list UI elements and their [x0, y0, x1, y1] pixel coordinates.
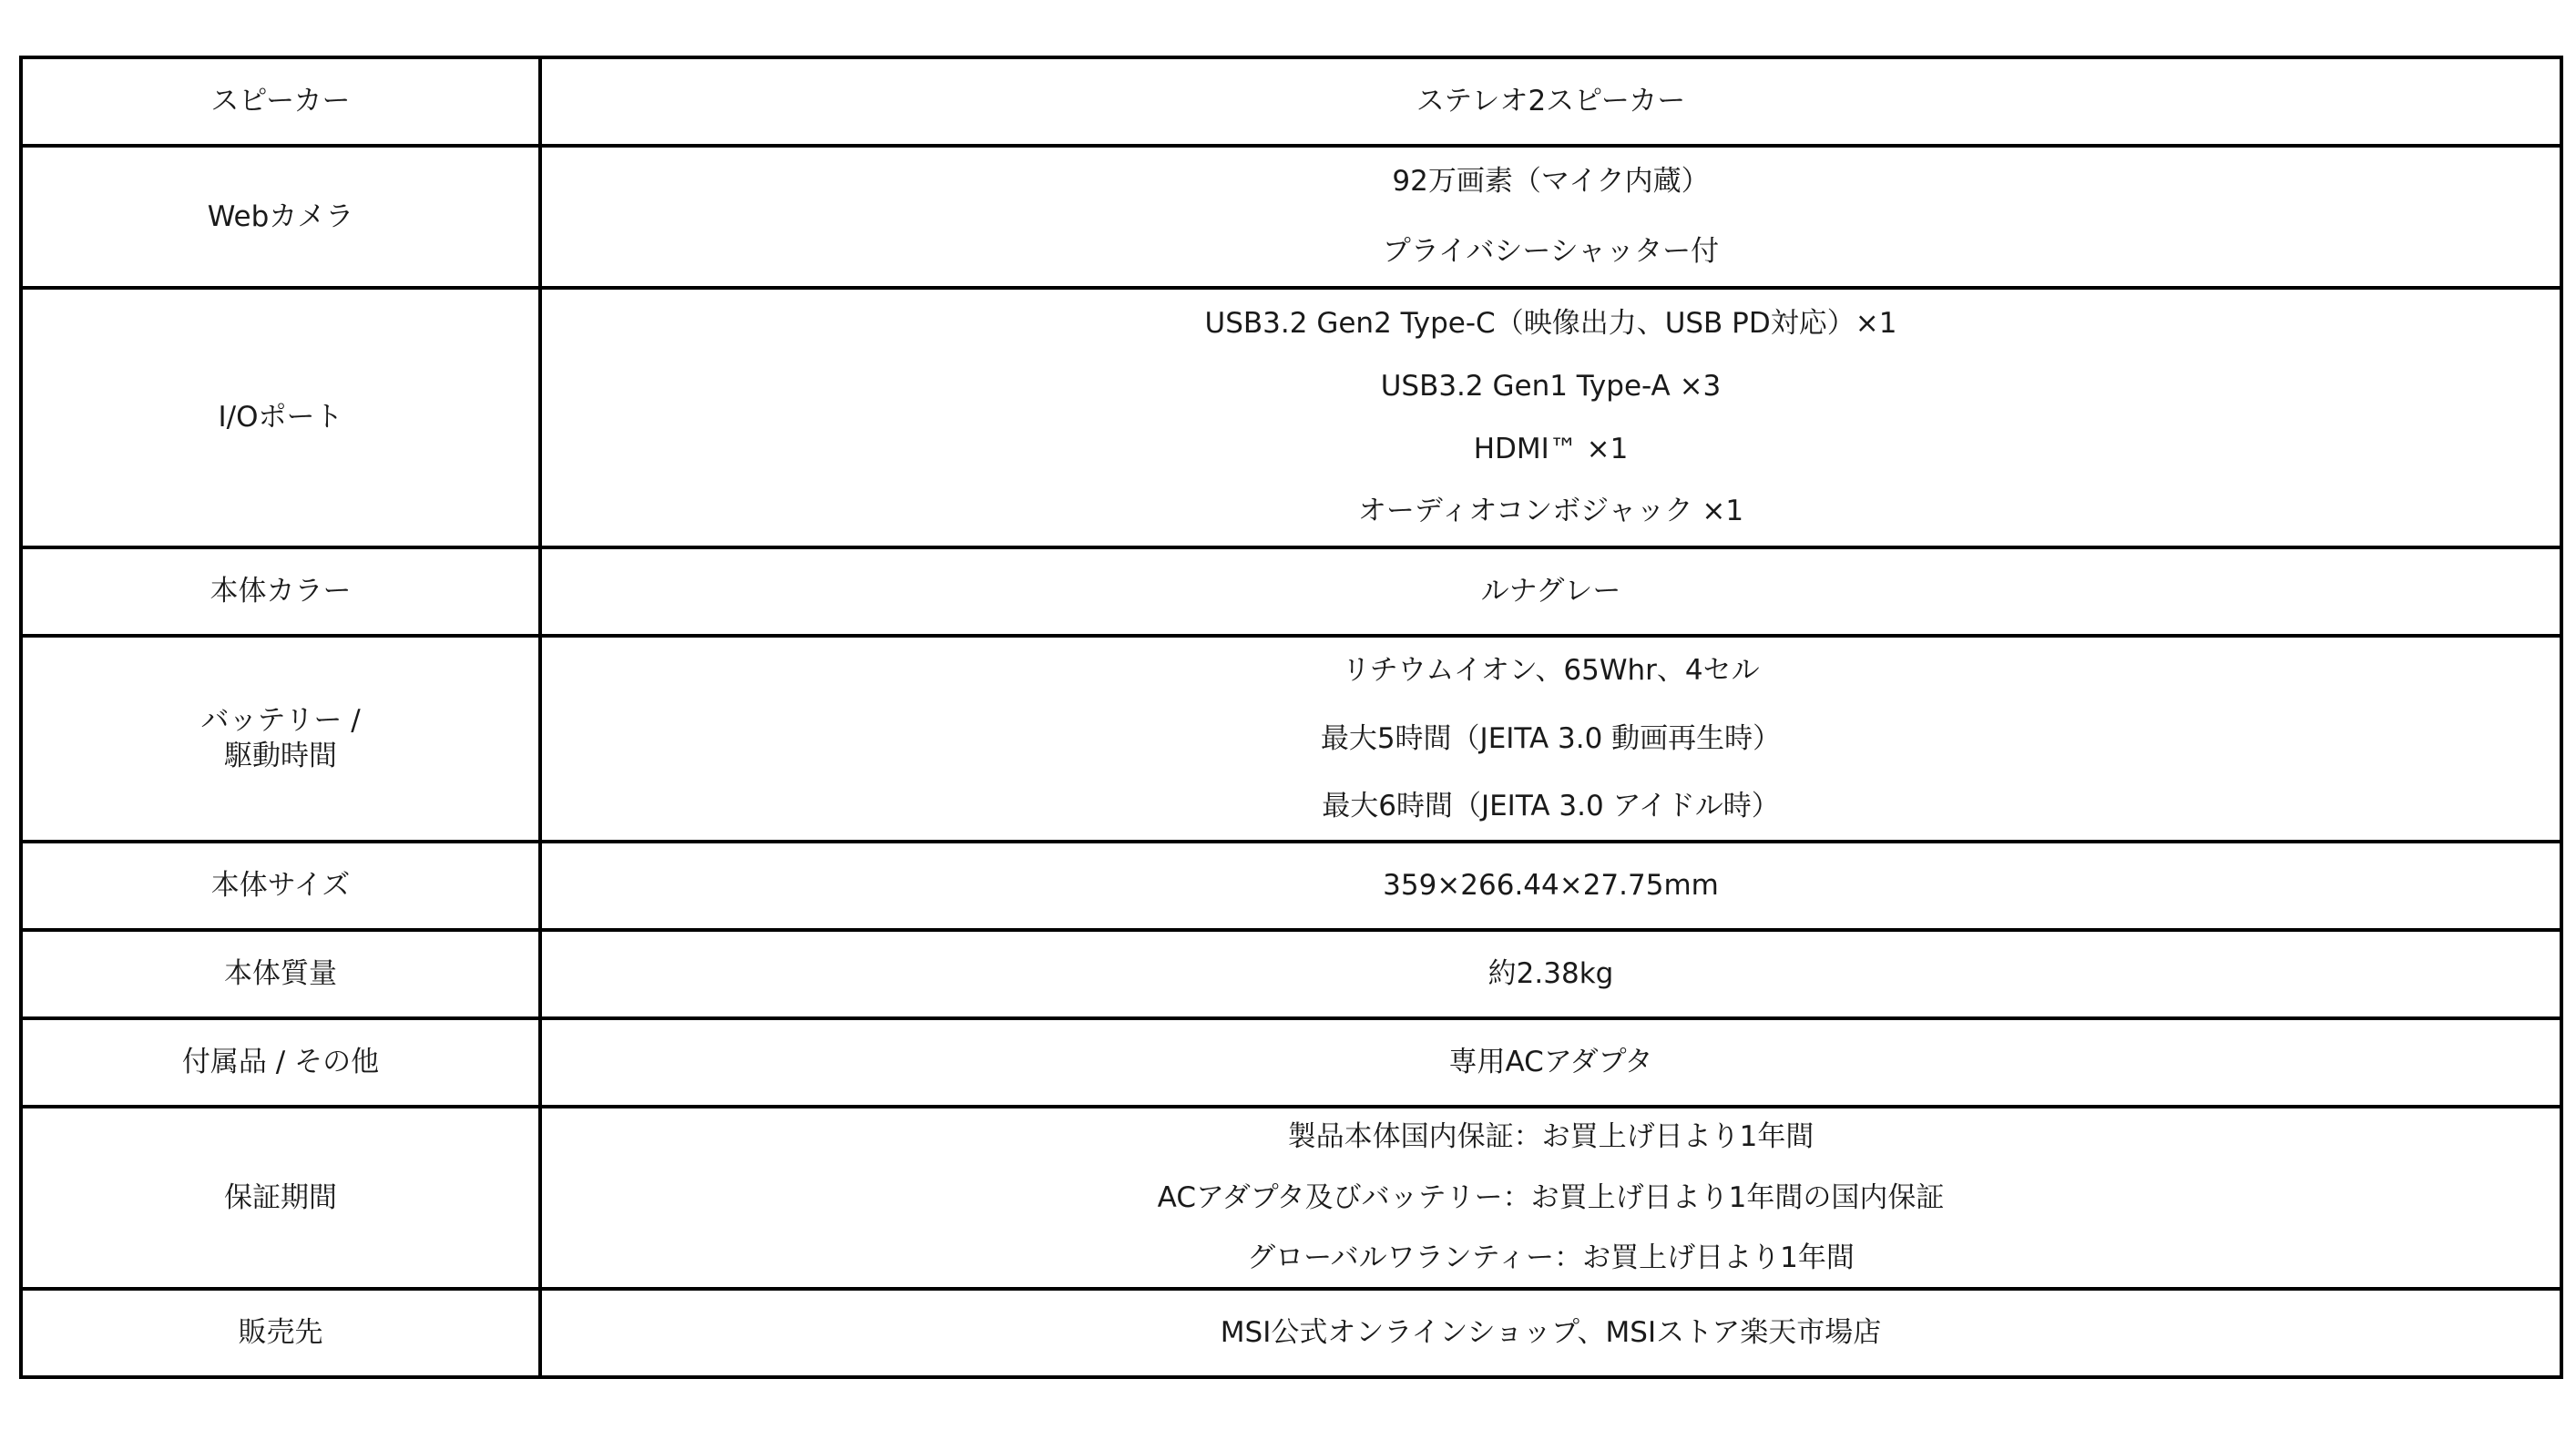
spec-row-weight	[21, 930, 2561, 1018]
spec-label	[21, 842, 540, 930]
spec-value-text: 92万画素（マイク内蔵）	[1392, 165, 1710, 199]
spec-row-warranty	[21, 1107, 2561, 1289]
spec-value-text: HDMI™ ×1	[1473, 432, 1629, 465]
spec-value	[540, 547, 2561, 636]
spec-label	[21, 1018, 540, 1107]
spec-value	[540, 1289, 2561, 1377]
spec-row-accessories	[21, 1018, 2561, 1107]
spec-value-text: USB3.2 Gen1 Type-A ×3	[1380, 369, 1722, 403]
spec-row-io-ports	[21, 288, 2561, 547]
spec-label	[21, 636, 540, 842]
spec-value-text: 最大5時間（JEITA 3.0 動画再生時）	[1320, 721, 1782, 755]
spec-value	[540, 842, 2561, 930]
spec-row-battery	[21, 636, 2561, 842]
spec-value-text: プライバシーシャッター付	[1382, 235, 1720, 268]
spec-value-text: 359×266.44×27.75mm	[1383, 869, 1719, 903]
spec-label	[21, 547, 540, 636]
spec-value-text: 最大6時間（JEITA 3.0 アイドル時）	[1322, 790, 1780, 823]
spec-label-text: スピーカー	[210, 85, 351, 118]
spec-label-text: I/Oポート	[218, 401, 343, 434]
spec-label	[21, 146, 540, 288]
spec-value	[540, 1018, 2561, 1107]
spec-label-text: 本体質量	[224, 957, 337, 991]
spec-value-text: グローバルワランティー：お買上げ日より1年間	[1247, 1241, 1855, 1275]
spec-label	[21, 1289, 540, 1377]
spec-value-text: オーディオコンボジャック ×1	[1357, 495, 1744, 528]
spec-value	[540, 1107, 2561, 1289]
spec-label	[21, 288, 540, 547]
spec-value-text: リチウムイオン、65Whr、4セル	[1342, 653, 1760, 687]
spec-label	[21, 57, 540, 146]
spec-value-text: ルナグレー	[1480, 575, 1621, 608]
spec-value-text: MSI公式オンラインショップ、MSIストア楽天市場店	[1220, 1316, 1882, 1350]
spec-value-text: 製品本体国内保証：お買上げ日より1年間	[1287, 1119, 1814, 1153]
spec-row-webcam	[21, 146, 2561, 288]
spec-label-text: 駆動時間	[224, 740, 337, 772]
spec-row-speaker	[21, 57, 2561, 146]
spec-value-text: ACアダプタ及びバッテリー：お買上げ日より1年間の国内保証	[1157, 1180, 1945, 1214]
spec-value	[540, 288, 2561, 547]
spec-label-text: 保証期間	[224, 1180, 337, 1214]
spec-label-text: 本体サイズ	[210, 869, 351, 903]
spec-value	[540, 57, 2561, 146]
spec-row-color	[21, 547, 2561, 636]
spec-value-text: 専用ACアダプタ	[1448, 1046, 1653, 1079]
spec-label	[21, 1107, 540, 1289]
spec-label	[21, 930, 540, 1018]
spec-value	[540, 636, 2561, 842]
spec-label-text: 本体カラー	[210, 575, 352, 608]
spec-label-text: 販売先	[238, 1316, 323, 1350]
spec-label-text: バッテリー /	[200, 704, 361, 738]
spec-value-text: USB3.2 Gen2 Type-C（映像出力、USB PD対応）×1	[1204, 307, 1897, 340]
spec-label-text: 付属品 / その他	[181, 1046, 380, 1079]
spec-value	[540, 146, 2561, 288]
spec-row-retailers	[21, 1289, 2561, 1377]
spec-table	[19, 56, 2563, 1379]
spec-value-text: ステレオ2スピーカー	[1416, 85, 1686, 118]
spec-label-text: Webカメラ	[207, 199, 354, 233]
spec-value-text: 約2.38kg	[1487, 957, 1614, 991]
spec-row-size	[21, 842, 2561, 930]
spec-value	[540, 930, 2561, 1018]
